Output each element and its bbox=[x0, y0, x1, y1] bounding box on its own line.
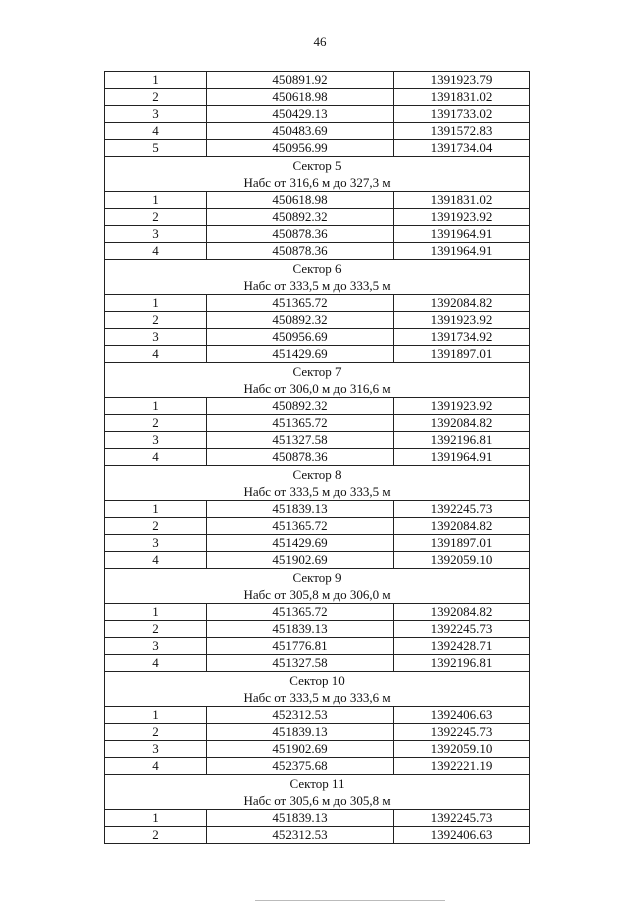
point-number-cell: 2 bbox=[105, 312, 207, 329]
y-coordinate-cell: 1392084.82 bbox=[394, 604, 530, 621]
sector-title-row bbox=[105, 260, 530, 278]
sector-range: Набс от 305,8 м до 306,0 м bbox=[105, 586, 530, 604]
coordinates-table bbox=[104, 71, 530, 844]
point-number-cell: 2 bbox=[105, 415, 207, 432]
y-coordinate-cell: 1391831.02 bbox=[394, 192, 530, 209]
table-row bbox=[105, 312, 530, 329]
point-number-cell: 4 bbox=[105, 243, 207, 260]
sector-range-row bbox=[105, 483, 530, 501]
x-coordinate-cell: 450429.13 bbox=[207, 106, 394, 123]
sector-title-row bbox=[105, 672, 530, 690]
point-number-cell: 2 bbox=[105, 89, 207, 106]
table-row bbox=[105, 621, 530, 638]
table-row bbox=[105, 243, 530, 260]
sector-title: Сектор 6 bbox=[105, 260, 530, 278]
y-coordinate-cell: 1391923.92 bbox=[394, 209, 530, 226]
point-number-cell: 3 bbox=[105, 106, 207, 123]
point-number-cell: 3 bbox=[105, 535, 207, 552]
table-row bbox=[105, 72, 530, 89]
x-coordinate-cell: 451365.72 bbox=[207, 415, 394, 432]
x-coordinate-cell: 450878.36 bbox=[207, 449, 394, 466]
x-coordinate-cell: 451327.58 bbox=[207, 432, 394, 449]
table-row bbox=[105, 758, 530, 775]
y-coordinate-cell: 1391734.04 bbox=[394, 140, 530, 157]
x-coordinate-cell: 451429.69 bbox=[207, 535, 394, 552]
x-coordinate-cell: 450878.36 bbox=[207, 243, 394, 260]
table-row bbox=[105, 140, 530, 157]
point-number-cell: 4 bbox=[105, 758, 207, 775]
point-number-cell: 5 bbox=[105, 140, 207, 157]
x-coordinate-cell: 452312.53 bbox=[207, 827, 394, 844]
table-row bbox=[105, 518, 530, 535]
point-number-cell: 1 bbox=[105, 810, 207, 827]
x-coordinate-cell: 451776.81 bbox=[207, 638, 394, 655]
point-number-cell: 3 bbox=[105, 329, 207, 346]
y-coordinate-cell: 1391897.01 bbox=[394, 535, 530, 552]
point-number-cell: 2 bbox=[105, 209, 207, 226]
sector-range: Набс от 305,6 м до 305,8 м bbox=[105, 792, 530, 810]
y-coordinate-cell: 1391897.01 bbox=[394, 346, 530, 363]
y-coordinate-cell: 1391831.02 bbox=[394, 89, 530, 106]
point-number-cell: 1 bbox=[105, 604, 207, 621]
sector-title-row bbox=[105, 363, 530, 381]
x-coordinate-cell: 452312.53 bbox=[207, 707, 394, 724]
y-coordinate-cell: 1392084.82 bbox=[394, 518, 530, 535]
point-number-cell: 4 bbox=[105, 552, 207, 569]
coordinates-table-container bbox=[104, 71, 528, 844]
sector-range-row bbox=[105, 174, 530, 192]
y-coordinate-cell: 1391733.02 bbox=[394, 106, 530, 123]
x-coordinate-cell: 451839.13 bbox=[207, 724, 394, 741]
table-row bbox=[105, 329, 530, 346]
point-number-cell: 4 bbox=[105, 449, 207, 466]
x-coordinate-cell: 451327.58 bbox=[207, 655, 394, 672]
point-number-cell: 3 bbox=[105, 741, 207, 758]
x-coordinate-cell: 451839.13 bbox=[207, 501, 394, 518]
x-coordinate-cell: 450618.98 bbox=[207, 192, 394, 209]
y-coordinate-cell: 1391923.92 bbox=[394, 312, 530, 329]
y-coordinate-cell: 1392084.82 bbox=[394, 295, 530, 312]
x-coordinate-cell: 451839.13 bbox=[207, 810, 394, 827]
sector-range: Набс от 333,5 м до 333,5 м bbox=[105, 483, 530, 501]
x-coordinate-cell: 451365.72 bbox=[207, 518, 394, 535]
table-row bbox=[105, 209, 530, 226]
table-row bbox=[105, 552, 530, 569]
y-coordinate-cell: 1392406.63 bbox=[394, 827, 530, 844]
sector-range-row bbox=[105, 689, 530, 707]
table-row bbox=[105, 106, 530, 123]
x-coordinate-cell: 452375.68 bbox=[207, 758, 394, 775]
sector-range-row bbox=[105, 380, 530, 398]
y-coordinate-cell: 1392221.19 bbox=[394, 758, 530, 775]
y-coordinate-cell: 1391964.91 bbox=[394, 226, 530, 243]
x-coordinate-cell: 450891.92 bbox=[207, 72, 394, 89]
x-coordinate-cell: 450956.69 bbox=[207, 329, 394, 346]
sector-title-row bbox=[105, 775, 530, 793]
table-row bbox=[105, 398, 530, 415]
y-coordinate-cell: 1391964.91 bbox=[394, 243, 530, 260]
point-number-cell: 1 bbox=[105, 707, 207, 724]
table-row bbox=[105, 827, 530, 844]
table-row bbox=[105, 449, 530, 466]
y-coordinate-cell: 1392406.63 bbox=[394, 707, 530, 724]
x-coordinate-cell: 450878.36 bbox=[207, 226, 394, 243]
point-number-cell: 3 bbox=[105, 226, 207, 243]
table-row bbox=[105, 810, 530, 827]
sector-title-row bbox=[105, 569, 530, 587]
x-coordinate-cell: 451839.13 bbox=[207, 621, 394, 638]
sector-title: Сектор 11 bbox=[105, 775, 530, 793]
x-coordinate-cell: 451429.69 bbox=[207, 346, 394, 363]
point-number-cell: 4 bbox=[105, 346, 207, 363]
table-row bbox=[105, 432, 530, 449]
y-coordinate-cell: 1392196.81 bbox=[394, 655, 530, 672]
sector-range-row bbox=[105, 586, 530, 604]
x-coordinate-cell: 451902.69 bbox=[207, 552, 394, 569]
table-row bbox=[105, 535, 530, 552]
table-row bbox=[105, 295, 530, 312]
point-number-cell: 4 bbox=[105, 123, 207, 140]
sector-title: Сектор 10 bbox=[105, 672, 530, 690]
coordinates-table-body bbox=[105, 72, 530, 844]
table-row bbox=[105, 638, 530, 655]
x-coordinate-cell: 450618.98 bbox=[207, 89, 394, 106]
table-row bbox=[105, 89, 530, 106]
x-coordinate-cell: 451902.69 bbox=[207, 741, 394, 758]
point-number-cell: 2 bbox=[105, 724, 207, 741]
sector-title: Сектор 7 bbox=[105, 363, 530, 381]
sector-title: Сектор 9 bbox=[105, 569, 530, 587]
y-coordinate-cell: 1391923.79 bbox=[394, 72, 530, 89]
y-coordinate-cell: 1392245.73 bbox=[394, 621, 530, 638]
x-coordinate-cell: 450483.69 bbox=[207, 123, 394, 140]
y-coordinate-cell: 1392245.73 bbox=[394, 501, 530, 518]
point-number-cell: 1 bbox=[105, 295, 207, 312]
sector-title-row bbox=[105, 466, 530, 484]
table-row bbox=[105, 724, 530, 741]
table-row bbox=[105, 123, 530, 140]
point-number-cell: 2 bbox=[105, 518, 207, 535]
point-number-cell: 4 bbox=[105, 655, 207, 672]
table-row bbox=[105, 192, 530, 209]
sector-range: Набс от 333,5 м до 333,5 м bbox=[105, 277, 530, 295]
sector-range-row bbox=[105, 277, 530, 295]
point-number-cell: 3 bbox=[105, 638, 207, 655]
sector-title: Сектор 5 bbox=[105, 157, 530, 175]
x-coordinate-cell: 451365.72 bbox=[207, 604, 394, 621]
point-number-cell: 1 bbox=[105, 192, 207, 209]
sector-title-row bbox=[105, 157, 530, 175]
x-coordinate-cell: 450892.32 bbox=[207, 312, 394, 329]
table-row bbox=[105, 655, 530, 672]
table-row bbox=[105, 346, 530, 363]
table-row bbox=[105, 741, 530, 758]
sector-title: Сектор 8 bbox=[105, 466, 530, 484]
x-coordinate-cell: 450892.32 bbox=[207, 209, 394, 226]
y-coordinate-cell: 1391964.91 bbox=[394, 449, 530, 466]
table-row bbox=[105, 226, 530, 243]
y-coordinate-cell: 1391734.92 bbox=[394, 329, 530, 346]
point-number-cell: 1 bbox=[105, 398, 207, 415]
y-coordinate-cell: 1392059.10 bbox=[394, 552, 530, 569]
point-number-cell: 2 bbox=[105, 827, 207, 844]
sector-range: Набс от 306,0 м до 316,6 м bbox=[105, 380, 530, 398]
y-coordinate-cell: 1392059.10 bbox=[394, 741, 530, 758]
x-coordinate-cell: 451365.72 bbox=[207, 295, 394, 312]
page-number: 46 bbox=[313, 34, 327, 49]
point-number-cell: 1 bbox=[105, 72, 207, 89]
point-number-cell: 2 bbox=[105, 621, 207, 638]
table-row bbox=[105, 415, 530, 432]
y-coordinate-cell: 1392196.81 bbox=[394, 432, 530, 449]
scan-edge-line bbox=[255, 900, 445, 901]
y-coordinate-cell: 1392428.71 bbox=[394, 638, 530, 655]
point-number-cell: 1 bbox=[105, 501, 207, 518]
y-coordinate-cell: 1392245.73 bbox=[394, 724, 530, 741]
y-coordinate-cell: 1392084.82 bbox=[394, 415, 530, 432]
y-coordinate-cell: 1391923.92 bbox=[394, 398, 530, 415]
sector-range: Набс от 316,6 м до 327,3 м bbox=[105, 174, 530, 192]
sector-range: Набс от 333,5 м до 333,6 м bbox=[105, 689, 530, 707]
table-row bbox=[105, 604, 530, 621]
y-coordinate-cell: 1391572.83 bbox=[394, 123, 530, 140]
sector-range-row bbox=[105, 792, 530, 810]
y-coordinate-cell: 1392245.73 bbox=[394, 810, 530, 827]
table-row bbox=[105, 707, 530, 724]
x-coordinate-cell: 450956.99 bbox=[207, 140, 394, 157]
table-row bbox=[105, 501, 530, 518]
point-number-cell: 3 bbox=[105, 432, 207, 449]
x-coordinate-cell: 450892.32 bbox=[207, 398, 394, 415]
